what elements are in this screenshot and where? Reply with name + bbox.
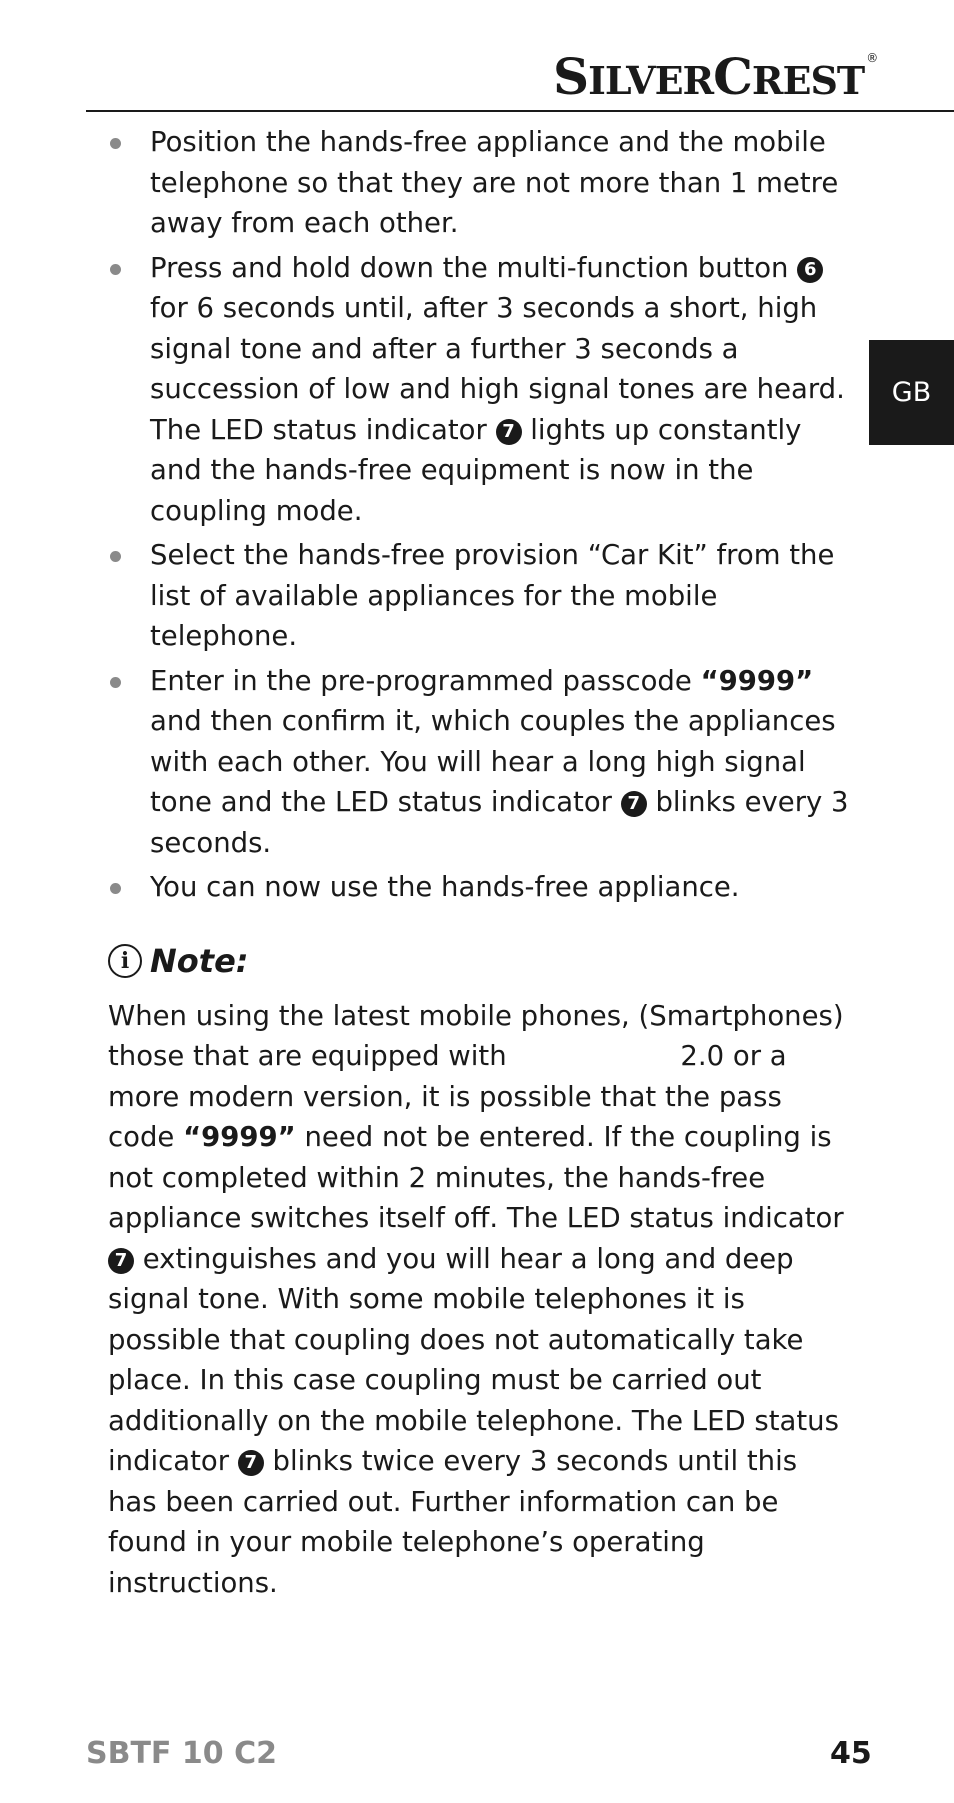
page-content: [108, 122, 853, 1603]
reference-number-icon: 7: [238, 1450, 264, 1476]
bullet-icon: [110, 138, 121, 149]
reference-number-icon: 7: [108, 1248, 134, 1274]
bullet-icon: [110, 551, 121, 562]
brand-logo: SILVERCREST ®: [553, 47, 878, 106]
passcode: “9999”: [700, 664, 814, 697]
note-heading: [108, 942, 853, 980]
info-icon: i: [108, 944, 142, 978]
reference-number-icon: 6: [797, 257, 823, 283]
list-item: Press and hold down the multi-function button 6 for 6 seconds until, after 3 seconds a short, high signal tone and after a further 3 seconds a succession of low and high signal tones are heard. The LED status indicator 7 lights up constantly and the hands-free equipment is now in the coupling mode.: [108, 248, 853, 532]
header-rule: [86, 110, 954, 112]
reference-number-icon: 7: [496, 419, 522, 445]
page-number: 45: [830, 1736, 872, 1771]
reference-number-icon: 7: [621, 791, 647, 817]
model-number: SBTF 10 C2: [86, 1736, 277, 1771]
list-item: You can now use the hands-free appliance.: [108, 867, 853, 908]
note-title: Note:: [150, 941, 249, 980]
list-item: Enter in the pre-programmed passcode “9999” and then confirm it, which couples the appliances with each other. You will hear a long high signal tone and the LED status indicator 7 blinks every 3 seconds.: [108, 661, 853, 864]
bullet-icon: [110, 677, 121, 688]
list-item: Position the hands-free appliance and the mobile telephone so that they are not more than 1 metre away from each other.: [108, 122, 853, 244]
bullet-icon: [110, 264, 121, 275]
instruction-list: [108, 122, 853, 908]
note-body: When using the latest mobile phones, (Smartphones) those that are equipped with 2.0 or a more modern version, it is possible that the pass code “9999” need not be entered. If the coupling is not completed within 2 minutes, the hands-free appliance switches itself off. The LED status indicator 7 extinguishes and you will hear a long and deep signal tone. With some mobile telephones it is possible that coupling does not automatically take place. In this case coupling must be carried out additionally on the mobile telephone. The LED status indicator 7 blinks twice every 3 seconds until this has been carried out. Further information can be found in your mobile telephone’s operating instructions.: [108, 999, 844, 1599]
language-tab-label: GB: [891, 377, 932, 408]
list-item: Select the hands-free provision “Car Kit” from the list of available appliances for the mobile telephone.: [108, 535, 853, 657]
bullet-icon: [110, 883, 121, 894]
language-tab: [869, 340, 954, 445]
passcode: “9999”: [183, 1121, 296, 1153]
